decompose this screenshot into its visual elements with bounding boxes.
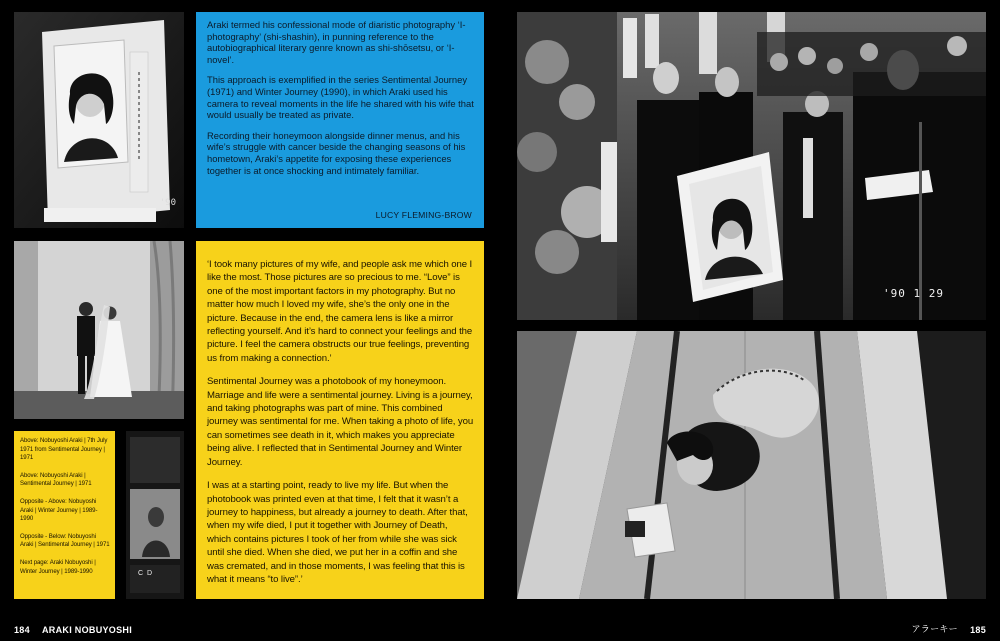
funeral-date-stamp: '90 1 29 — [883, 287, 944, 300]
caption-item: Above: Nobuyoshi Araki | Sentimental Journey | 1971 — [20, 471, 92, 488]
caption-item: Above: Nobuyoshi Araki | 7th July 1971 from Sentimental Journey | 1971 — [20, 437, 108, 462]
quote-paragraph: ‘I took many pictures of my wife, and people ask me which one I like the most. Those pictures are so precious to me. “Love” is one of the most important factors in my photography. But no matter how much I loved my wife, she’s the only one in the picture. Because in the end, the camera lens is like a mirror reflecting yourself. And it’s hard to connect your feelings and the picture. I feel the camera obstructs our true feelings, preventing us from making a connection.’ — [207, 259, 473, 364]
essay-paragraph: This approach is exemplified in the series Sentimental Journey (1971) and Winter Journey (1990), in which Araki used his camera to reveal moments in the life he shared with his wife that would usually be treated as private. — [207, 74, 474, 121]
interview-quote-panel — [196, 241, 484, 599]
photo-woman-in-boat — [517, 331, 986, 599]
woman-in-boat-image — [517, 331, 986, 599]
essay-panel — [196, 12, 484, 228]
essay-author: LUCY FLEMING-BROW — [375, 210, 472, 220]
right-page-number: 185 — [970, 625, 986, 635]
framed-portrait-image — [14, 12, 184, 228]
funeral-image — [517, 12, 986, 320]
photo-wedding-couple — [14, 241, 184, 419]
photo-framed-portrait — [14, 12, 184, 228]
portrait-date-stamp: '90 — [159, 198, 176, 208]
quote-paragraph: I was at a starting point, ready to live my life. But when the photobook was printed even at that time, I felt that it wasn’t a journey to happiness, but already a journey to death. After that, when my wife died, I put it together with Journey of Death, which contains pictures I took of her from while she was sick until she died. When she died, we put her in a coffin and she was cremated, and in those moments, I was feeling that this is what it means “to live”.’ — [207, 480, 468, 585]
photo-funeral-procession — [517, 12, 986, 320]
contact-strip-image — [126, 431, 184, 599]
left-page-number: 184 — [14, 625, 30, 635]
photo-contact-strip — [126, 431, 184, 599]
essay-paragraph: Araki termed his confessional mode of diaristic photography ‘I-photography’ (shi-shashin), in punning reference to the autobiographical literary genre known as shi-shōsetsu, or ‘I-novel’. — [207, 19, 466, 65]
right-running-title: アラーキー — [911, 625, 958, 635]
wedding-couple-image — [14, 241, 184, 419]
caption-item: Opposite - Above: Nobuyoshi Araki | Winter Journey | 1989-1990 — [20, 497, 98, 523]
left-running-title: ARAKI NOBUYOSHI — [42, 625, 133, 635]
caption-item: Next page: Araki Nobuyoshi | Winter Journey | 1989-1990 — [20, 558, 96, 575]
strip-letters: C D — [138, 570, 152, 577]
photo-captions — [14, 431, 115, 599]
quote-paragraph: Sentimental Journey was a photobook of my honeymoon. Marriage and life were a sentimental journey. Living is a journey, and taking photographs was part of mine. This combined journey was sentimental for me. When taking a photo of life, you can sometimes see death in it, which makes you appreciate being alive. I reflected that in Sentimental Journey and Winter Journey. — [207, 376, 474, 468]
caption-item: Opposite - Below: Nobuyoshi Araki | Sentimental Journey | 1971 — [20, 532, 110, 549]
essay-paragraph: Recording their honeymoon alongside dinner menus, and his wife’s struggle with cancer beside the changing seasons of his hometown, Araki’s appetite for exposing these experiences together is at once shocking and intimately familiar. — [207, 129, 466, 176]
